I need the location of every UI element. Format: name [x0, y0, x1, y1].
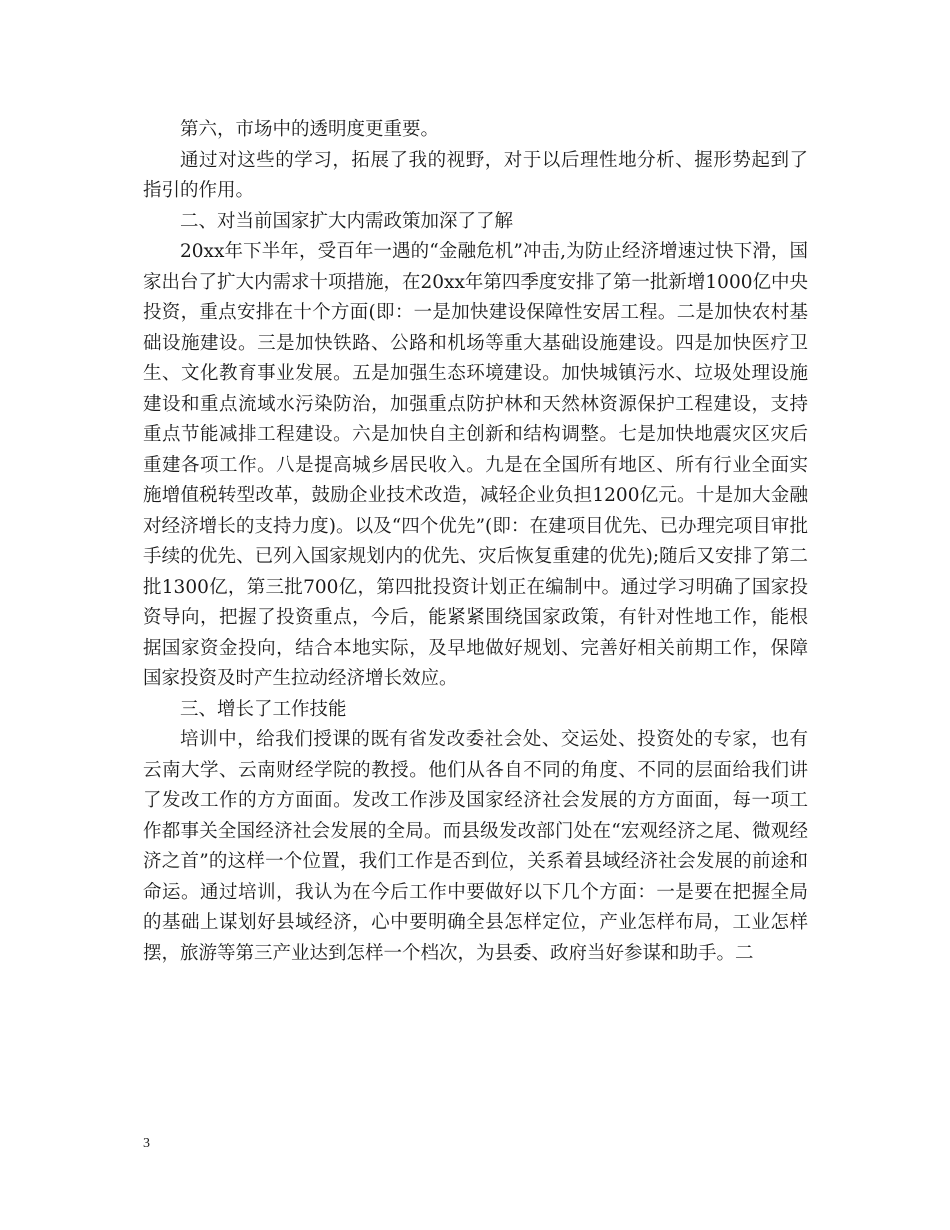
paragraph-domestic-demand-policy: 20xx年下半年，受百年一遇的“金融危机”冲击,为防止经济增速过快下滑，国家出台了扩大内需求十项措施，在20xx年第四季度安排了第一批新增1000亿中央投资，重点安排在十个方面(即：一是加快建设保障性安居工程。二是加快农村基础设施建设。三是加快铁路、公路和机场等重大基础设施建设。四是加快医疗卫生、文化教育事业发展。五是加强生态环境建设。加快城镇污水、垃圾处理设施建设和重点流域水污染防治，加强重点防护林和天然林资源保护工程建设，支持重点节能减排工程建设。六是加快自主创新和结构调整。七是加快地震灾区灾后重建各项工作。八是提高城乡居民收入。九是在全国所有地区、所有行业全面实施增值税转型改革，鼓励企业技术改造，减轻企业负担1200亿元。十是加大金融对经济增长的支持力度)。以及“四个优先”(即：在建项目优先、已办理完项目审批手续的优先、已列入国家规划内的优先、灾后恢复重建的优先);随后又安排了第二批1300亿，第三批700亿，第四批投资计划正在编制中。通过学习明确了国家投资导向，把握了投资重点，今后，能紧紧围绕国家政策，有针对性地工作，能根据国家资金投向，结合本地实际，及早地做好规划、完善好相关前期工作，保障国家投资及时产生拉动经济增长效应。 — [143, 241, 808, 689]
paragraph-market-transparency: 第六，市场中的透明度更重要。 — [180, 119, 440, 140]
document-body — [143, 115, 808, 969]
page-number: 3 — [143, 1136, 150, 1151]
paragraph-training-content: 培训中，给我们授课的既有省发改委社会处、交运处、投资处的专家，也有云南大学、云南财经学院的教授。他们从各自不同的角度、不同的层面给我们讲了发改工作的方方面面。发改工作涉及国家经济社会发展的方方面面，每一项工作都事关全国经济社会发展的全局。而县级发改部门处在“宏观经济之尾、微观经济之首”的这样一个位置，我们工作是否到位，关系着县域经济社会发展的前途和命运。通过培训，我认为在今后工作中要做好以下几个方面：一是要在把握全局的基础上谋划好县域经济，心中要明确全县怎样定位，产业怎样布局，工业怎样摆，旅游等第三产业达到怎样一个档次，为县委、政府当好参谋和助手。二 — [143, 729, 808, 964]
paragraph-learning-summary: 通过对这些的学习，拓展了我的视野，对于以后理性地分析、握形势起到了指引的作用。 — [143, 149, 808, 201]
section-heading-domestic-demand: 二、对当前国家扩大内需政策加深了了解 — [180, 210, 514, 232]
section-heading-work-skills: 三、增长了工作技能 — [180, 698, 347, 720]
